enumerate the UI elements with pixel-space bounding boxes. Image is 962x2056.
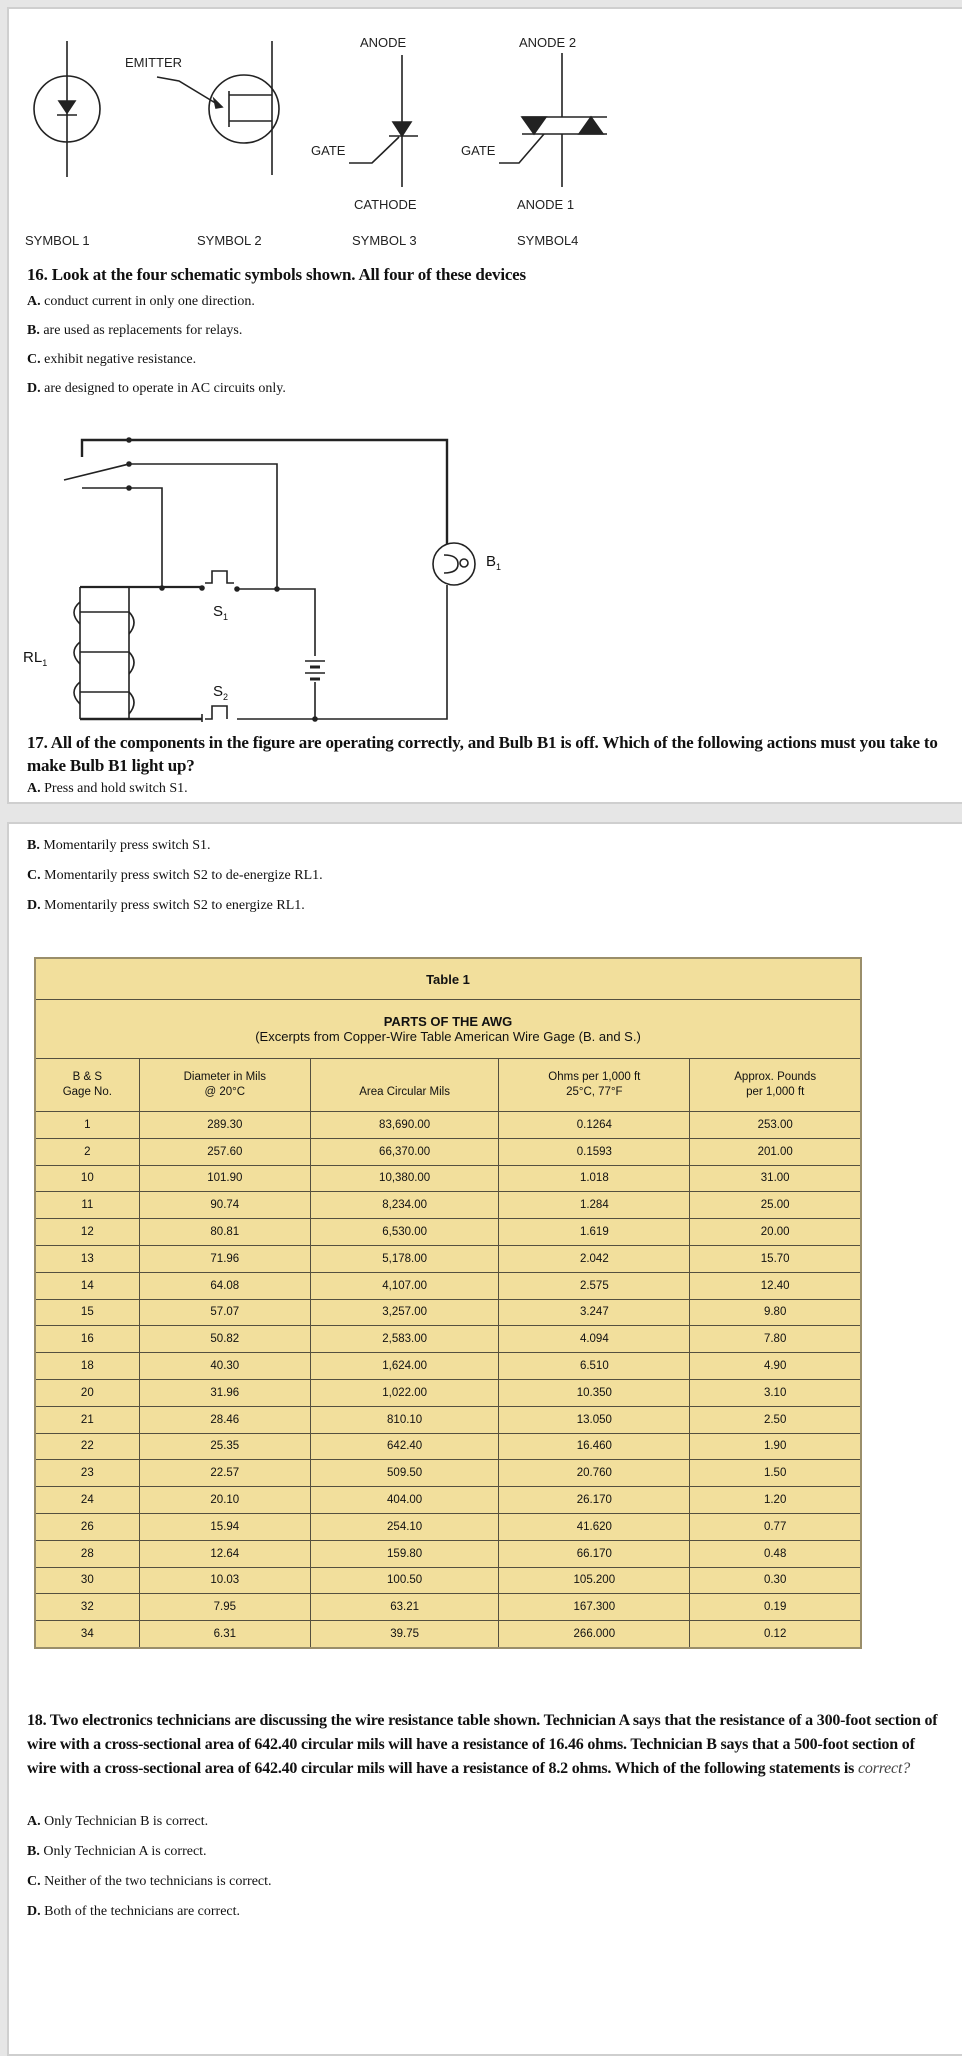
table-cell: 16 <box>35 1326 139 1353</box>
symbol-1-label: SYMBOL 1 <box>25 233 90 248</box>
table-cell: 159.80 <box>310 1540 498 1567</box>
q17-option-c[interactable] <box>27 868 323 884</box>
table-cell: 4.094 <box>499 1326 690 1353</box>
option-text: conduct current in only one direction. <box>44 294 255 309</box>
q16-option-a[interactable] <box>27 294 255 310</box>
table-cell: 14 <box>35 1272 139 1299</box>
table-cell: 12.40 <box>690 1272 861 1299</box>
table-cell: 4.90 <box>690 1353 861 1380</box>
relay-circuit-figure <box>9 429 529 729</box>
table-cell: 2.575 <box>499 1272 690 1299</box>
column-header: B & S Gage No. <box>35 1059 139 1112</box>
table-cell: 25.35 <box>139 1433 310 1460</box>
table-cell: 9.80 <box>690 1299 861 1326</box>
q16-option-d[interactable] <box>27 381 286 397</box>
table-cell: 0.77 <box>690 1513 861 1540</box>
table-row <box>35 1326 861 1353</box>
bulb-b1-label: $B_1$ <box>486 553 502 572</box>
table-cell: 4,107.00 <box>310 1272 498 1299</box>
table-cell: 1.20 <box>690 1487 861 1514</box>
option-text: Momentarily press switch S2 to de-energize RL1. <box>44 868 323 883</box>
q17-option-d[interactable] <box>27 898 305 914</box>
table-cell: 5,178.00 <box>310 1245 498 1272</box>
table-cell: 11 <box>35 1192 139 1219</box>
table-cell: 1.619 <box>499 1219 690 1246</box>
table-row <box>35 1621 861 1648</box>
table-cell: 13.050 <box>499 1406 690 1433</box>
anode-label: ANODE <box>360 35 407 50</box>
q18-option-a[interactable] <box>27 1814 208 1830</box>
table-cell: 12 <box>35 1219 139 1246</box>
switch-s1-label: $S_1$ <box>213 603 229 622</box>
gate-label-symbol-4: GATE <box>461 143 496 158</box>
table-row <box>35 1353 861 1380</box>
question-panel-1 <box>7 7 962 804</box>
table-row <box>35 1540 861 1567</box>
table-cell: 1.018 <box>499 1165 690 1192</box>
option-text: are designed to operate in AC circuits only. <box>44 381 286 396</box>
option-text: Neither of the two technicians is correct. <box>44 1874 272 1889</box>
table-cell: 0.48 <box>690 1540 861 1567</box>
table-cell: 20.00 <box>690 1219 861 1246</box>
table-row <box>35 1460 861 1487</box>
table-cell: 509.50 <box>310 1460 498 1487</box>
option-letter: D. <box>27 381 41 396</box>
option-letter: C. <box>27 868 41 883</box>
switch-s2-label: $S_2$ <box>213 683 229 702</box>
option-letter: C. <box>27 352 41 367</box>
table-cell: 642.40 <box>310 1433 498 1460</box>
table-cell: 20 <box>35 1379 139 1406</box>
table-cell: 13 <box>35 1245 139 1272</box>
table-cell: 257.60 <box>139 1138 310 1165</box>
battery-icon <box>305 661 325 679</box>
option-letter: A. <box>27 781 41 796</box>
table-cell: 10 <box>35 1165 139 1192</box>
table-cell: 810.10 <box>310 1406 498 1433</box>
table-cell: 2 <box>35 1138 139 1165</box>
table-header-row <box>35 1059 861 1112</box>
table-title: Table 1 <box>35 958 861 1000</box>
table-cell: 0.30 <box>690 1567 861 1594</box>
table-cell: 7.80 <box>690 1326 861 1353</box>
table-cell: 167.300 <box>499 1594 690 1621</box>
table-cell: 31.00 <box>690 1165 861 1192</box>
table-cell: 71.96 <box>139 1245 310 1272</box>
table-cell: 90.74 <box>139 1192 310 1219</box>
table-cell: 24 <box>35 1487 139 1514</box>
table-cell: 289.30 <box>139 1112 310 1139</box>
q16-option-c[interactable] <box>27 352 196 368</box>
symbol-4-icon <box>499 53 607 187</box>
cathode-label: CATHODE <box>354 197 417 212</box>
table-cell: 254.10 <box>310 1513 498 1540</box>
table-cell: 80.81 <box>139 1219 310 1246</box>
option-text: Momentarily press switch S1. <box>43 838 211 853</box>
symbol-3-icon <box>349 55 418 187</box>
table-cell: 0.1264 <box>499 1112 690 1139</box>
option-letter: A. <box>27 1814 41 1829</box>
q16-option-b[interactable] <box>27 323 242 339</box>
symbol-1-icon <box>34 41 100 177</box>
option-letter: B. <box>27 838 40 853</box>
table-cell: 15.94 <box>139 1513 310 1540</box>
table-cell: 20.760 <box>499 1460 690 1487</box>
table-cell: 66,370.00 <box>310 1138 498 1165</box>
table-cell: 31.96 <box>139 1379 310 1406</box>
table-cell: 1 <box>35 1112 139 1139</box>
table-cell: 20.10 <box>139 1487 310 1514</box>
table-row <box>35 1219 861 1246</box>
question-16-text: 16. Look at the four schematic symbols shown. All four of these devices <box>27 265 526 284</box>
bulb-b1-icon <box>433 543 475 585</box>
question-panel-2 <box>7 822 962 2056</box>
option-text: are used as replacements for relays. <box>43 323 243 338</box>
emitter-label: EMITTER <box>125 55 183 70</box>
table-cell: 50.82 <box>139 1326 310 1353</box>
table-row <box>35 1299 861 1326</box>
column-header: Area Circular Mils <box>310 1059 498 1112</box>
symbol-4-label: SYMBOL4 <box>517 233 579 248</box>
question-emphasis: correct? <box>857 1760 910 1777</box>
option-letter: B. <box>27 1844 40 1859</box>
table-cell: 201.00 <box>690 1138 861 1165</box>
table-cell: 10.350 <box>499 1379 690 1406</box>
table-cell: 39.75 <box>310 1621 498 1648</box>
table-cell: 18 <box>35 1353 139 1380</box>
table-cell: 266.000 <box>499 1621 690 1648</box>
anode-1-label: ANODE 1 <box>517 197 575 212</box>
table-cell: 83,690.00 <box>310 1112 498 1139</box>
option-letter: C. <box>27 1874 41 1889</box>
q17-option-b[interactable] <box>27 838 211 854</box>
table-cell: 63.21 <box>310 1594 498 1621</box>
table-row <box>35 1272 861 1299</box>
column-header: Approx. Pounds per 1,000 ft <box>690 1059 861 1112</box>
table-cell: 21 <box>35 1406 139 1433</box>
symbol-3-label: SYMBOL 3 <box>352 233 417 248</box>
table-cell: 3.247 <box>499 1299 690 1326</box>
table-cell: 2.50 <box>690 1406 861 1433</box>
option-letter: D. <box>27 1904 41 1919</box>
table-cell: 64.08 <box>139 1272 310 1299</box>
table-caption: (Excerpts from Copper-Wire Table American Wire Gage (B. and S.) <box>255 1029 641 1044</box>
table-cell: 0.1593 <box>499 1138 690 1165</box>
table-cell: 22 <box>35 1433 139 1460</box>
table-cell: 30 <box>35 1567 139 1594</box>
table-cell: 41.620 <box>499 1513 690 1540</box>
option-text: Both of the technicians are correct. <box>44 1904 241 1919</box>
table-row <box>35 1567 861 1594</box>
table-cell: 8,234.00 <box>310 1192 498 1219</box>
option-text: Press and hold switch S1. <box>44 781 188 796</box>
option-text: Momentarily press switch S2 to energize RL1. <box>44 898 305 913</box>
table-cell: 12.64 <box>139 1540 310 1567</box>
relay-rl1-label: $RL_1$ <box>23 649 48 668</box>
table-row <box>35 1379 861 1406</box>
table-cell: 0.12 <box>690 1621 861 1648</box>
table-cell: 1,624.00 <box>310 1353 498 1380</box>
table-cell: 253.00 <box>690 1112 861 1139</box>
table-row <box>35 1406 861 1433</box>
table-cell: 2.042 <box>499 1245 690 1272</box>
table-cell: 6.31 <box>139 1621 310 1648</box>
table-cell: 100.50 <box>310 1567 498 1594</box>
column-header: Diameter in Mils @ 20°C <box>139 1059 310 1112</box>
table-cell: 28 <box>35 1540 139 1567</box>
q18-option-b[interactable] <box>27 1844 207 1860</box>
table-cell: 25.00 <box>690 1192 861 1219</box>
table-cell: 57.07 <box>139 1299 310 1326</box>
q18-option-c[interactable] <box>27 1874 272 1890</box>
table-cell: 6,530.00 <box>310 1219 498 1246</box>
table-cell: 22.57 <box>139 1460 310 1487</box>
table-cell: 16.460 <box>499 1433 690 1460</box>
table-cell: 3,257.00 <box>310 1299 498 1326</box>
table-row <box>35 1513 861 1540</box>
table-row <box>35 1165 861 1192</box>
q17-option-a[interactable] <box>27 781 188 797</box>
gate-label-symbol-3: GATE <box>311 143 346 158</box>
option-letter: B. <box>27 323 40 338</box>
relay-coil-icon <box>74 587 134 719</box>
table-cell: 105.200 <box>499 1567 690 1594</box>
switch-s1-icon <box>205 571 234 583</box>
option-letter: A. <box>27 294 41 309</box>
table-cell: 1.284 <box>499 1192 690 1219</box>
table-cell: 28.46 <box>139 1406 310 1433</box>
table-cell: 404.00 <box>310 1487 498 1514</box>
table-cell: 1.50 <box>690 1460 861 1487</box>
table-cell: 32 <box>35 1594 139 1621</box>
table-cell: 1,022.00 <box>310 1379 498 1406</box>
table-row <box>35 1487 861 1514</box>
table-cell: 15.70 <box>690 1245 861 1272</box>
question-18-text: 18. Two electronics technicians are discussing the wire resistance table shown. Technician A says that the resistance of a 300-foot section of wire with a cross-sectional area of 642.40 circular mils will have a resistance of 16.46 ohms. Technician B says that a 500-foot section of wire with a cross-sectional area of 642.40 circular mils will have a resistance of 8.2 ohms. Which of the following statements is correct? <box>27 1712 938 1777</box>
table-cell: 0.19 <box>690 1594 861 1621</box>
table-cell: 1.90 <box>690 1433 861 1460</box>
symbol-2-label: SYMBOL 2 <box>197 233 262 248</box>
table-cell: 7.95 <box>139 1594 310 1621</box>
table-cell: 10,380.00 <box>310 1165 498 1192</box>
table-row <box>35 1192 861 1219</box>
table-subtitle: PARTS OF THE AWG (Excerpts from Copper-Wire Table American Wire Gage (B. and S.) <box>35 1000 861 1059</box>
option-text: Only Technician B is correct. <box>44 1814 209 1829</box>
table-row <box>35 1245 861 1272</box>
table-row <box>35 1112 861 1139</box>
question-17-text: 17. All of the components in the figure are operating correctly, and Bulb B1 is off. Which of the following actions must you take to make Bulb B1 light up? <box>27 733 938 775</box>
table-cell: 10.03 <box>139 1567 310 1594</box>
table-cell: 34 <box>35 1621 139 1648</box>
table-row <box>35 1433 861 1460</box>
schematic-symbols-figure <box>9 9 709 254</box>
table-cell: 3.10 <box>690 1379 861 1406</box>
q18-option-d[interactable] <box>27 1904 240 1920</box>
awg-wire-table <box>34 957 862 1649</box>
table-cell: 23 <box>35 1460 139 1487</box>
table-cell: 26.170 <box>499 1487 690 1514</box>
table-cell: 101.90 <box>139 1165 310 1192</box>
option-text: Only Technician A is correct. <box>43 1844 207 1859</box>
table-row <box>35 1594 861 1621</box>
switch-s2-icon <box>202 706 227 722</box>
table-cell: 26 <box>35 1513 139 1540</box>
table-cell: 6.510 <box>499 1353 690 1380</box>
option-text: exhibit negative resistance. <box>44 352 197 367</box>
table-cell: 15 <box>35 1299 139 1326</box>
anode-2-label: ANODE 2 <box>519 35 577 50</box>
column-header: Ohms per 1,000 ft 25°C, 77°F <box>499 1059 690 1112</box>
table-row <box>35 1138 861 1165</box>
option-letter: D. <box>27 898 41 913</box>
table-cell: 40.30 <box>139 1353 310 1380</box>
table-cell: 2,583.00 <box>310 1326 498 1353</box>
table-cell: 66.170 <box>499 1540 690 1567</box>
